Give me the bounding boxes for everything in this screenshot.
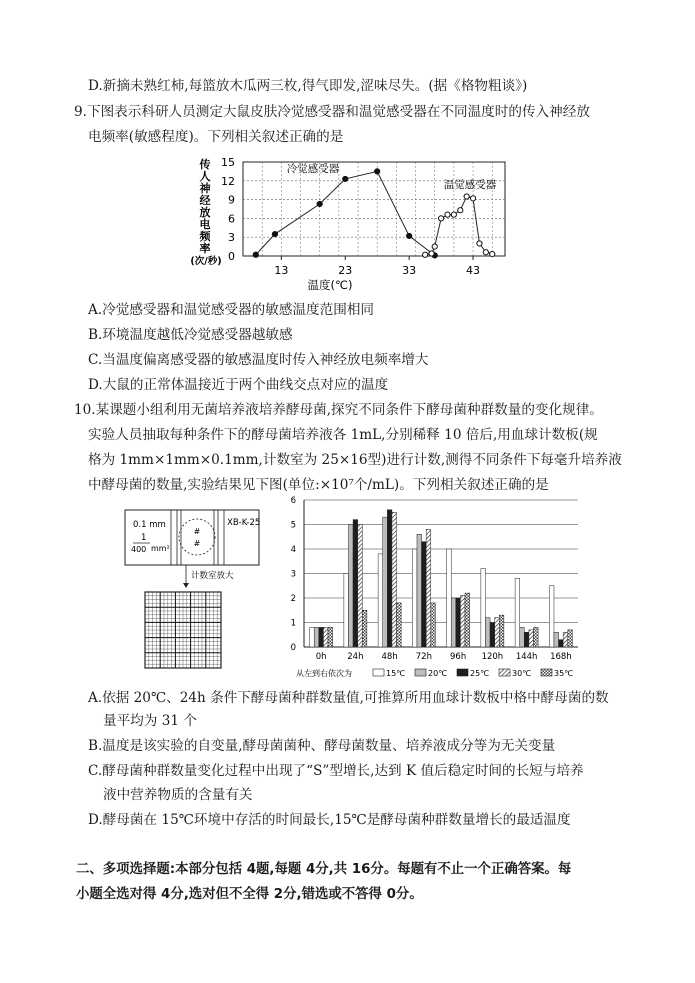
y-axis-label-char: 电 <box>199 218 211 231</box>
bar-25℃ <box>559 640 564 647</box>
x-tick-label: 144h <box>515 652 538 662</box>
grid-size-label: 0.1 mm <box>133 520 166 530</box>
q10-y-ticks <box>291 496 296 653</box>
legend-swatch <box>415 669 426 676</box>
x-tick-label: 0h <box>315 652 327 662</box>
y-axis-label-char: 人 <box>199 170 211 183</box>
legend-prefix: 从左到右依次为 <box>296 669 352 678</box>
chamber-mark-icon: # <box>193 527 201 536</box>
bar-15℃ <box>412 549 417 647</box>
warm-data-point <box>483 250 488 255</box>
y-axis-label-char: 神 <box>199 182 211 195</box>
section-2-heading-line-2: 小题全选对得 4分,选对但不全得 2分,错选或不答得 0分。 <box>76 887 423 902</box>
legend-label: 15℃ <box>386 669 406 678</box>
x-tick-label: 43 <box>466 264 481 277</box>
x-tick-label: 48h <box>381 652 398 662</box>
y-tick-label: 3 <box>290 569 296 580</box>
q9-y-ticks <box>221 156 235 263</box>
q10-stem-line-3: 格为 1mm×1mm×0.1mm,计数室为 25×16型)进行计数,测得不同条件下每毫升培养液 <box>88 452 622 468</box>
bar-35℃ <box>431 603 436 647</box>
bar-35℃ <box>397 603 402 647</box>
x-tick-label: 13 <box>274 264 289 277</box>
q10-option-b: B.温度是该实验的自变量,酵母菌菌种、酵母菌数量、培养液成分等为无关变量 <box>88 738 556 754</box>
x-tick-label: 33 <box>402 264 417 277</box>
bar-30℃ <box>529 630 534 647</box>
q9-stem-line-1: 9.下图表示科研人员测定大鼠皮肤冷觉感受器和温觉感受器在不同温度时的传入神经放 <box>74 104 590 120</box>
warm-data-point <box>423 252 428 257</box>
q9-grid <box>243 162 505 256</box>
q9-option-d: D.大鼠的正常体温接近于两个曲线交点对应的温度 <box>88 377 389 393</box>
bar-25℃ <box>319 627 324 647</box>
q9-option-c: C.当温度偏离感受器的敏感温度时传入神经放电频率增大 <box>88 352 429 368</box>
bar-25℃ <box>422 542 427 647</box>
warm-data-point <box>490 252 495 257</box>
legend-swatch <box>373 669 384 676</box>
y-tick-label: 0 <box>228 250 235 263</box>
bar-15℃ <box>549 586 554 647</box>
plot-frame <box>243 162 505 256</box>
x-tick-label: 96h <box>450 652 467 662</box>
legend-label: 35℃ <box>554 669 574 678</box>
bar-30℃ <box>495 618 500 647</box>
bar-25℃ <box>387 510 392 647</box>
q10-x-ticks <box>316 652 572 662</box>
q9-x-ticks <box>274 256 480 277</box>
y-axis-label-char: 经 <box>199 194 211 207</box>
q10-option-a-line-1: A.依据 20℃、24h 条件下酵母菌种群数量值,可推算所用血球计数板中格中酵母菌的数 <box>88 690 609 706</box>
bar-25℃ <box>490 623 495 648</box>
y-tick-label: 15 <box>221 156 235 169</box>
bar-35℃ <box>362 610 367 647</box>
cold-data-point <box>343 176 348 181</box>
bar-20℃ <box>554 632 559 647</box>
bar-30℃ <box>563 632 568 647</box>
legend-label: 20℃ <box>428 669 448 678</box>
bar-20℃ <box>348 525 353 648</box>
counting-chamber-grid <box>145 592 221 668</box>
previous-option-d: D.新摘未熟红柿,每篮放木瓜两三枚,得气即发,涩味尽失。(据《格物粗谈》) <box>88 78 528 94</box>
area-numerator: 1 <box>141 533 147 543</box>
x-tick-label: 168h <box>550 652 572 662</box>
bar-15℃ <box>481 569 486 647</box>
q9-y-axis-label <box>190 157 221 267</box>
y-tick-label: 5 <box>290 520 296 531</box>
x-tick-label: 120h <box>481 652 504 662</box>
bar-30℃ <box>426 529 431 647</box>
bar-20℃ <box>485 618 490 647</box>
model-label: XB-K-25 <box>227 518 261 528</box>
warm-data-point <box>438 216 443 221</box>
warm-data-point <box>464 194 469 199</box>
q9-cold-receptor-label: 冷觉感受器 <box>286 163 340 175</box>
q10-stem-line-2: 实验人员抽取每种条件下的酵母菌培养液各 1mL,分别稀释 10 倍后,用血球计数板(规 <box>88 427 598 443</box>
enlarge-label: 计数室放大 <box>191 571 234 581</box>
y-axis-label-char: 传 <box>199 158 211 171</box>
area-denominator: 400 <box>131 545 147 554</box>
warm-data-point <box>470 196 475 201</box>
y-axis-label-char: (次/秒) <box>190 256 222 267</box>
q10-option-d: D.酵母菌在 15℃环境中存活的时间最长,15℃是酵母菌种群数量增长的最适温度 <box>88 812 571 828</box>
cold-data-point <box>253 252 258 257</box>
q10-bar-chart <box>286 492 616 682</box>
bar-30℃ <box>323 627 328 647</box>
legend-label: 30℃ <box>512 669 532 678</box>
y-tick-label: 4 <box>290 545 296 555</box>
q9-option-a: A.冷觉感受器和温觉感受器的敏感温度范围相同 <box>88 302 375 318</box>
y-axis-label-char: 率 <box>199 242 211 255</box>
bar-25℃ <box>353 520 358 647</box>
q10-stem-line-4: 中酵母菌的数量,实验结果见下图(单位:×10⁷个/mL)。下列相关叙述正确的是 <box>88 477 549 493</box>
bar-35℃ <box>465 593 470 647</box>
chamber-mark-icon: # <box>193 539 201 548</box>
cold-data-point <box>272 231 277 236</box>
legend-swatch <box>541 669 552 676</box>
cold-data-point <box>317 201 322 206</box>
bar-30℃ <box>358 525 363 648</box>
cold-data-point <box>407 233 412 238</box>
legend-swatch <box>499 669 510 676</box>
x-tick-label: 72h <box>415 652 432 662</box>
q10-stem-line-1: 10.某课题小组利用无菌培养液培养酵母菌,探究不同条件下酵母菌种群数量的变化规律。 <box>74 402 603 418</box>
bar-30℃ <box>460 596 465 647</box>
bar-15℃ <box>378 554 383 647</box>
q10-option-a-line-2: 量平均为 31 个 <box>103 713 197 729</box>
bar-25℃ <box>456 598 461 647</box>
q10-bars <box>310 510 573 647</box>
arrow-down-icon <box>183 583 189 588</box>
y-tick-label: 3 <box>228 231 235 245</box>
cold-data-point <box>375 169 380 174</box>
bar-35℃ <box>568 630 573 647</box>
bar-15℃ <box>310 627 315 647</box>
q9-x-axis-label: 温度(℃) <box>307 278 353 292</box>
legend-swatch <box>457 669 468 676</box>
y-tick-label: 6 <box>290 496 296 506</box>
warm-data-point <box>458 208 463 213</box>
warm-data-point <box>432 244 437 249</box>
bar-15℃ <box>344 574 349 648</box>
q10-legend <box>296 668 573 678</box>
bar-30℃ <box>392 512 397 647</box>
bar-25℃ <box>524 632 529 647</box>
q10-option-c-line-2: 液中营养物质的含量有关 <box>103 787 253 803</box>
x-tick-label: 23 <box>338 264 353 277</box>
y-tick-label: 12 <box>221 174 235 188</box>
q9-warm-receptor-label: 温觉感受器 <box>443 179 497 191</box>
q10-option-c-line-1: C.酵母菌种群数量变化过程中出现了“S”型增长,达到 K 值后稳定时间的长短与培养 <box>88 763 584 779</box>
x-tick-label: 24h <box>347 652 364 662</box>
warm-data-point <box>429 251 434 256</box>
y-tick-label: 2 <box>290 594 296 604</box>
warm-data-point <box>477 241 482 246</box>
bar-20℃ <box>314 627 319 647</box>
bar-20℃ <box>451 598 456 647</box>
q9-line-chart <box>180 152 520 297</box>
bar-20℃ <box>520 627 525 647</box>
bar-15℃ <box>515 578 520 647</box>
bar-15℃ <box>447 549 452 647</box>
q9-option-b: B.环境温度越低冷觉感受器越敏感 <box>88 327 293 343</box>
warm-data-point <box>445 212 450 217</box>
cold-receptor-line <box>256 171 435 255</box>
area-unit: mm² <box>151 544 170 553</box>
q9-stem-line-2: 电频率(敏感程度)。下列相关叙述正确的是 <box>88 129 344 145</box>
bar-35℃ <box>499 615 504 647</box>
legend-label: 25℃ <box>470 669 490 678</box>
section-2-heading-line-1: 二、多项选择题:本部分包括 4题,每题 4分,共 16分。每题有不止一个正确答案。每 <box>76 862 572 877</box>
bar-20℃ <box>383 517 388 647</box>
y-tick-label: 9 <box>228 193 235 207</box>
warm-data-point <box>451 212 456 217</box>
y-axis-label-char: 放 <box>199 206 211 219</box>
y-tick-label: 6 <box>228 212 235 226</box>
y-tick-label: 0 <box>290 643 296 653</box>
bar-20℃ <box>417 534 422 647</box>
y-tick-label: 1 <box>290 618 296 629</box>
y-axis-label-char: 频 <box>199 230 211 243</box>
bar-35℃ <box>534 627 539 647</box>
hemocytometer-diagram <box>123 508 263 673</box>
bar-35℃ <box>328 627 333 647</box>
